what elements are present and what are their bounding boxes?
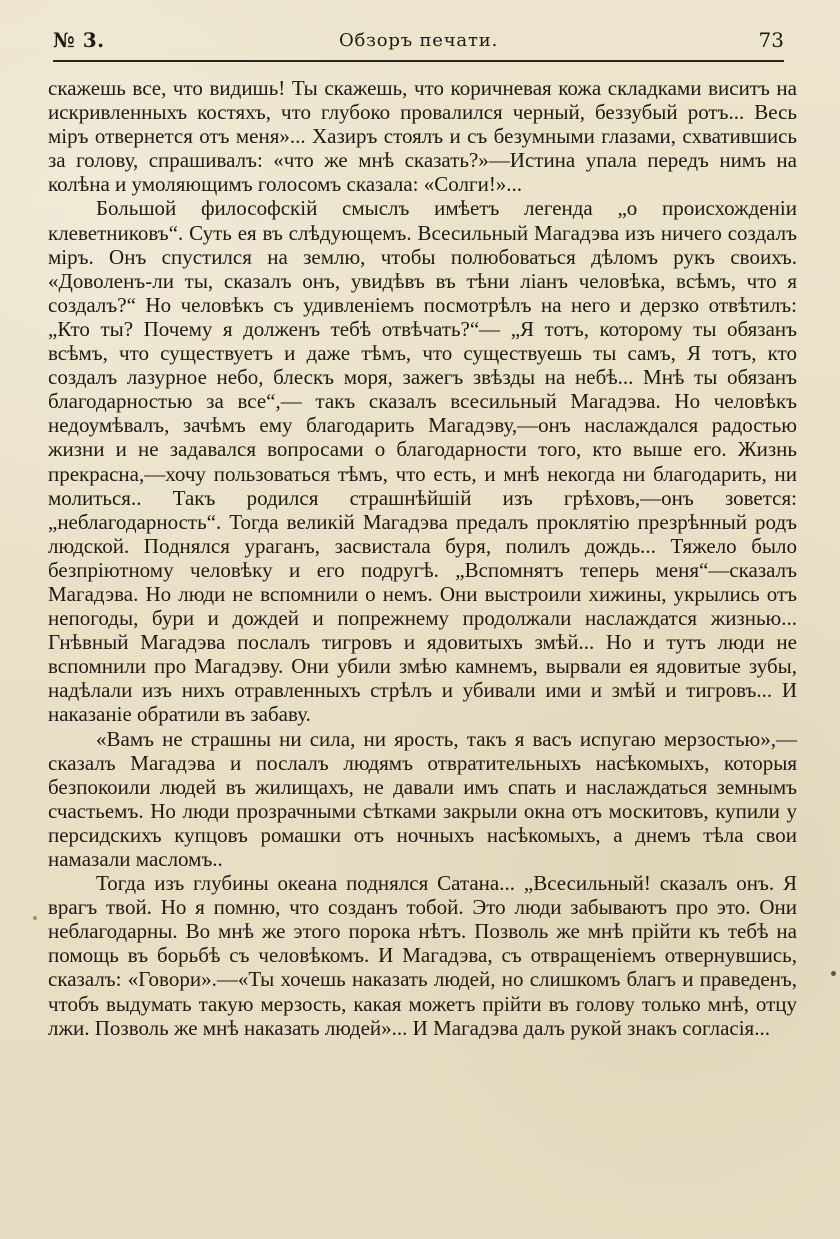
ink-speck: [831, 971, 836, 976]
paragraph-insects: «Вамъ не страшны ни сила, ни ярость, такъ я васъ испугаю мерзостью»,—сказалъ Магадэва и послалъ людямъ отвратительныхъ насѣкомыхъ, которыя безпокоили людей въ жилищахъ, не давали имъ спать и наслаждаться земнымъ счастьемъ. Но люди прозрачными сѣтками закрыли окна отъ москитовъ, купили у персидскихъ купцовъ ромашки отъ ночныхъ насѣкомыхъ, а днемъ тѣла свои намазали масломъ..: [48, 726, 797, 871]
paragraph-satan: Тогда изъ глубины океана поднялся Сатана... „Всесильный! сказалъ онъ. Я врагъ твой. Но я помню, что созданъ тобой. Это люди забываютъ про это. Они неблагодарны. Во мнѣ же этого порока нѣтъ. Позволь же мнѣ прійти къ тебѣ на помощь въ борьбѣ съ человѣкомъ. И Магадэва, съ отвращеніемъ отвернувшись, сказалъ: «Говори».—«Ты хочешь наказать людей, но слишкомъ благъ и праведенъ, чтобъ выдумать такую мерзость, какая можетъ прійти въ голову только мнѣ, отцу лжи. Позволь же мнѣ наказать людей»... И Магадэва далъ рукой знакъ согласія...: [48, 871, 797, 1040]
header-rule: [53, 60, 784, 62]
page-header: [53, 28, 784, 64]
paragraph-legend: Большой философскій смыслъ имѣетъ легенда „о происхожденіи клеветниковъ“. Суть ея въ слѣдующемъ. Всесильный Магадэва изъ ничего создалъ міръ. Онъ спустился на землю, чтобы полюбоваться дѣломъ рукъ своихъ. «Доволенъ-ли ты, сказалъ онъ, увидѣвъ въ тѣни ліанъ человѣка, всѣмъ, что я создалъ?“ Но человѣкъ съ удивленіемъ посмотрѣлъ на него и дерзко отвѣтилъ: „Кто ты? Почему я долженъ тебѣ отвѣчать?“— „Я тотъ, которому ты обязанъ всѣмъ, что существуетъ и даже тѣмъ, что существуешь ты самъ, Я тотъ, кто создалъ лазурное небо, блескъ моря, зажегъ звѣзды на небѣ... Мнѣ ты обязанъ благодарностью за все“,— такъ сказалъ всесильный Магадэва. Но человѣкъ недоумѣвалъ, зачѣмъ ему благодарить Магадэву,—онъ наслаждался радостью жизни и не задавался вопросами о благодарности того, кто выше его. Жизнь прекрасна,—хочу пользоваться тѣмъ, что есть, и мнѣ некогда ни благодарить, ни молиться.. Такъ родился страшнѣйшій изъ грѣховъ,—онъ зовется: „неблагодарность“. Тогда великій Магадэва предалъ проклятію презрѣнный родъ людской. Поднялся ураганъ, засвистала буря, полилъ дождь... Тяжело было безпріютному человѣку и его подругѣ. „Вспомнятъ теперь меня“—сказалъ Магадэва. Но люди не вспомнили о немъ. Они выстроили хижины, укрылись отъ непогоды, бури и дождей и попрежнему продолжали наслаждатся жизнью... Гнѣвный Магадэва послалъ тигровъ и ядовитыхъ змѣй... Но и тутъ люди не вспомнили про Магадэву. Они убили змѣю камнемъ, вырвали ея ядовитые зубы, надѣлали изъ нихъ отравленныхъ стрѣлъ и убивали ими и змѣй и тигровъ... И наказаніе обратили въ забаву.: [48, 196, 797, 727]
article-text: [48, 76, 797, 1040]
running-title: Обзоръ печати.: [338, 30, 499, 51]
ink-speck: [33, 916, 37, 920]
issue-number: № 3.: [53, 28, 105, 52]
paragraph-continuation: скажешь все, что видишь! Ты скажешь, что коричневая кожа складками виситъ на искривленныхъ костяхъ, что глубоко провалился черный, беззубый ротъ... Весь міръ отвернется отъ меня»... Хазиръ стоялъ и съ безумными глазами, схватившись за голову, спрашивалъ: «что же мнѣ сказать?»—Истина упала передъ нимъ на колѣна и умоляющимъ голосомъ сказала: «Солги!»...: [48, 76, 797, 197]
page-number: 73: [758, 28, 784, 52]
